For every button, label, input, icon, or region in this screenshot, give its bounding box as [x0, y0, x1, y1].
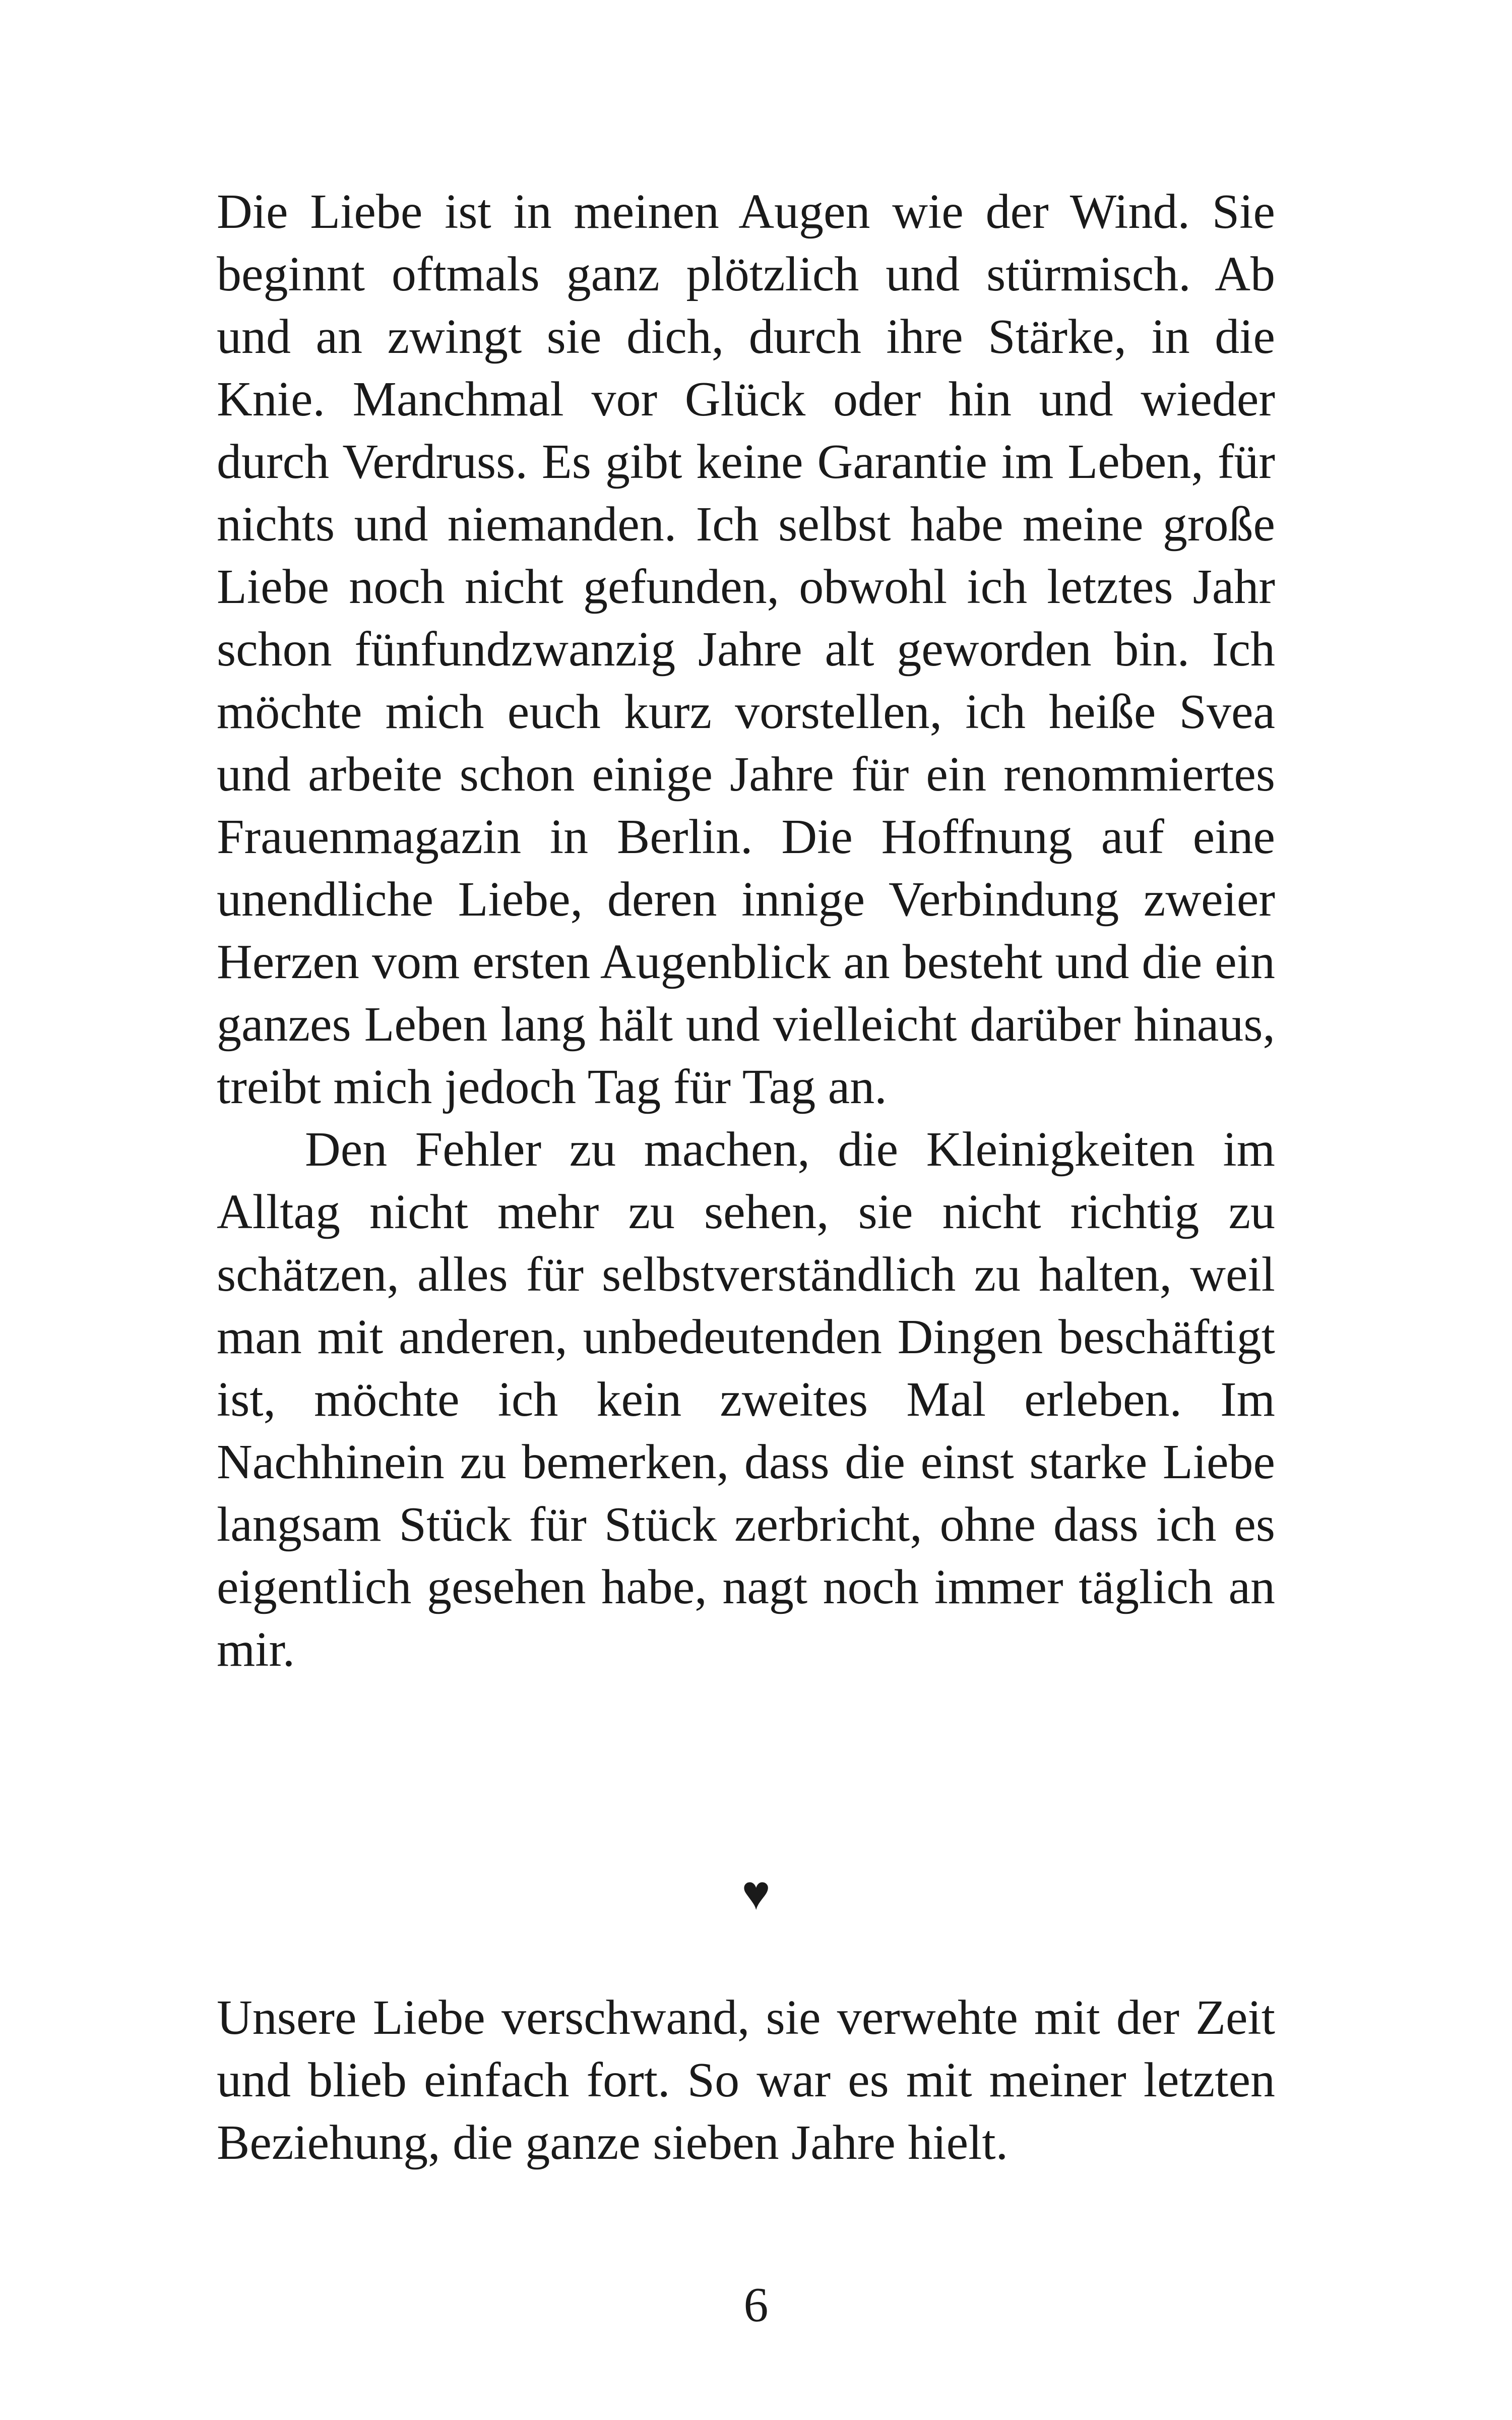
page-number: 6 [743, 2278, 769, 2332]
heart-separator-icon: ♥ [741, 1866, 771, 1920]
paragraph-2: Den Fehler zu machen, die Kleinigkeiten im Alltag nicht mehr zu sehen, sie nicht richtig zu schätzen, alles für selbstverständlich zu halten, weil man mit anderen, unbedeutenden Dingen beschäftigt ist, möchte ich kein zweites Mal erleben. Im Nachhinein zu bemerken, dass die einst starke Liebe langsam Stück für Stück zerbricht, ohne dass ich es eigentlich gesehen habe, nagt noch immer täglich an mir. [217, 1122, 1275, 1677]
paragraph-3: Unsere Liebe verschwand, sie verwehte mit der Zeit und blieb einfach fort. So war es mit meiner letzten Beziehung, die ganze sieben Jahre hielt. [217, 1990, 1275, 2170]
body-text-continued [217, 1986, 1275, 2174]
paragraph-1: Die Liebe ist in meinen Augen wie der Wind. Sie beginnt oftmals ganz plötzlich und stürmisch. Ab und an zwingt sie dich, durch ihre Stärke, in die Knie. Manchmal vor Glück oder hin und wieder durch Verdruss. Es gibt keine Garantie im Leben, für nichts und niemanden. Ich selbst habe meine große Liebe noch nicht gefunden, obwohl ich letztes Jahr schon fünfundzwanzig Jahre alt geworden bin. Ich möchte mich euch kurz vorstellen, ich heiße Svea und arbeite schon einige Jahre für ein renommiertes Frauenmagazin in Berlin. Die Hoffnung auf eine unendliche Liebe, deren innige Verbindung zweier Herzen vom ersten Augenblick an besteht und die ein ganzes Leben lang hält und vielleicht darüber hinaus, treibt mich jedoch Tag für Tag an. [217, 185, 1275, 1114]
body-text [217, 180, 1275, 1681]
